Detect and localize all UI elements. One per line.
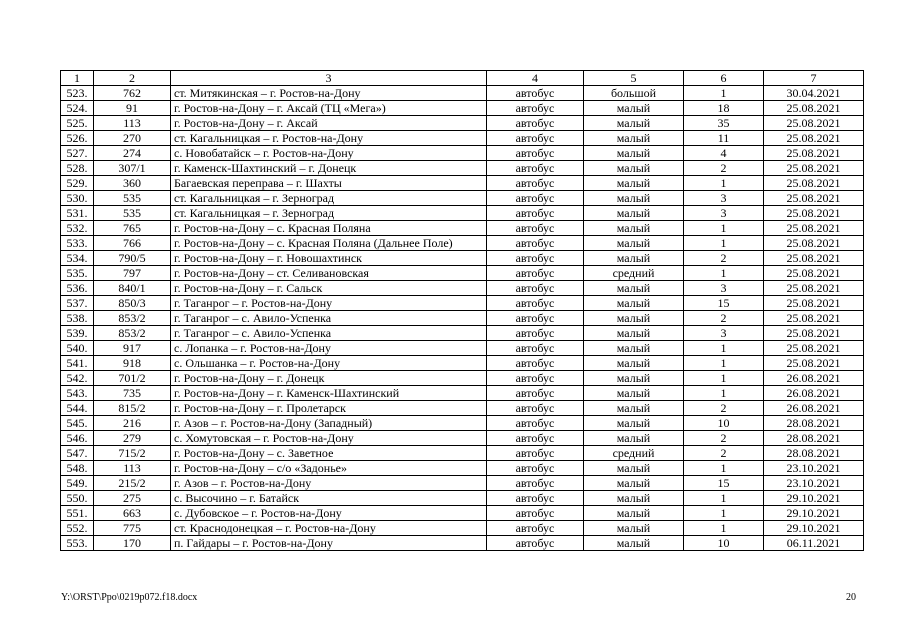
route-name-cell: г. Ростов-на-Дону – г. Новошахтинск [171, 251, 487, 266]
table-row [61, 116, 864, 131]
route-number-cell: 216 [94, 416, 171, 431]
vehicle-class-cell: малый [584, 491, 684, 506]
vehicle-class-cell: большой [584, 86, 684, 101]
route-name-cell: с. Ольшанка – г. Ростов-на-Дону [171, 356, 487, 371]
vehicle-type-cell: автобус [487, 206, 584, 221]
table-row [61, 191, 864, 206]
route-number-cell: 797 [94, 266, 171, 281]
vehicle-class-cell: малый [584, 326, 684, 341]
vehicle-class-cell: малый [584, 476, 684, 491]
vehicle-class-cell: малый [584, 146, 684, 161]
vehicle-type-cell: автобус [487, 146, 584, 161]
table-row [61, 206, 864, 221]
table-row [61, 161, 864, 176]
vehicle-count-cell: 2 [684, 251, 764, 266]
route-name-cell: с. Новобатайск – г. Ростов-на-Дону [171, 146, 487, 161]
vehicle-type-cell: автобус [487, 296, 584, 311]
row-number-cell: 529. [61, 176, 94, 191]
date-cell: 25.08.2021 [764, 221, 864, 236]
date-cell: 23.10.2021 [764, 461, 864, 476]
header-cell-2: 2 [94, 71, 171, 86]
vehicle-type-cell: автобус [487, 161, 584, 176]
route-name-cell: ст. Митякинская – г. Ростов-на-Дону [171, 86, 487, 101]
header-cell-4: 4 [487, 71, 584, 86]
vehicle-type-cell: автобус [487, 101, 584, 116]
vehicle-count-cell: 1 [684, 506, 764, 521]
route-name-cell: с. Лопанка – г. Ростов-на-Дону [171, 341, 487, 356]
date-cell: 25.08.2021 [764, 146, 864, 161]
vehicle-type-cell: автобус [487, 86, 584, 101]
route-number-cell: 765 [94, 221, 171, 236]
route-number-cell: 215/2 [94, 476, 171, 491]
row-number-cell: 547. [61, 446, 94, 461]
route-name-cell: г. Ростов-на-Дону – с. Красная Поляна [171, 221, 487, 236]
vehicle-count-cell: 1 [684, 266, 764, 281]
row-number-cell: 552. [61, 521, 94, 536]
vehicle-type-cell: автобус [487, 536, 584, 551]
route-number-cell: 853/2 [94, 326, 171, 341]
vehicle-class-cell: малый [584, 221, 684, 236]
date-cell: 25.08.2021 [764, 161, 864, 176]
vehicle-class-cell: малый [584, 431, 684, 446]
row-number-cell: 542. [61, 371, 94, 386]
route-number-cell: 275 [94, 491, 171, 506]
route-number-cell: 91 [94, 101, 171, 116]
row-number-cell: 524. [61, 101, 94, 116]
table-row [61, 431, 864, 446]
route-name-cell: г. Ростов-на-Дону – г. Каменск-Шахтинский [171, 386, 487, 401]
route-number-cell: 762 [94, 86, 171, 101]
route-number-cell: 279 [94, 431, 171, 446]
vehicle-class-cell: малый [584, 461, 684, 476]
header-cell-3: 3 [171, 71, 487, 86]
vehicle-count-cell: 15 [684, 296, 764, 311]
table-row [61, 461, 864, 476]
vehicle-count-cell: 1 [684, 221, 764, 236]
vehicle-type-cell: автобус [487, 491, 584, 506]
route-name-cell: г. Азов – г. Ростов-на-Дону [171, 476, 487, 491]
route-number-cell: 918 [94, 356, 171, 371]
route-name-cell: п. Гайдары – г. Ростов-на-Дону [171, 536, 487, 551]
row-number-cell: 523. [61, 86, 94, 101]
route-name-cell: ст. Кагальницкая – г. Зерноград [171, 206, 487, 221]
vehicle-count-cell: 2 [684, 161, 764, 176]
route-number-cell: 170 [94, 536, 171, 551]
vehicle-count-cell: 1 [684, 491, 764, 506]
date-cell: 25.08.2021 [764, 326, 864, 341]
route-name-cell: г. Ростов-на-Дону – с/о «Задонье» [171, 461, 487, 476]
route-name-cell: г. Азов – г. Ростов-на-Дону (Западный) [171, 416, 487, 431]
table-row [61, 176, 864, 191]
vehicle-type-cell: автобус [487, 461, 584, 476]
table-row [61, 506, 864, 521]
table-row [61, 131, 864, 146]
route-name-cell: ст. Кагальницкая – г. Зерноград [171, 191, 487, 206]
date-cell: 25.08.2021 [764, 281, 864, 296]
vehicle-class-cell: малый [584, 521, 684, 536]
vehicle-count-cell: 1 [684, 341, 764, 356]
vehicle-type-cell: автобус [487, 266, 584, 281]
vehicle-class-cell: малый [584, 401, 684, 416]
vehicle-type-cell: автобус [487, 281, 584, 296]
row-number-cell: 525. [61, 116, 94, 131]
row-number-cell: 538. [61, 311, 94, 326]
route-name-cell: г. Ростов-на-Дону – г. Аксай [171, 116, 487, 131]
vehicle-type-cell: автобус [487, 431, 584, 446]
date-cell: 28.08.2021 [764, 416, 864, 431]
row-number-cell: 549. [61, 476, 94, 491]
table-row [61, 86, 864, 101]
route-name-cell: г. Таганрог – г. Ростов-на-Дону [171, 296, 487, 311]
row-number-cell: 527. [61, 146, 94, 161]
route-number-cell: 735 [94, 386, 171, 401]
row-number-cell: 551. [61, 506, 94, 521]
header-cell-7: 7 [764, 71, 864, 86]
route-number-cell: 766 [94, 236, 171, 251]
route-number-cell: 790/5 [94, 251, 171, 266]
table-row [61, 476, 864, 491]
vehicle-class-cell: малый [584, 311, 684, 326]
route-name-cell: г. Ростов-на-Дону – г. Донецк [171, 371, 487, 386]
vehicle-count-cell: 1 [684, 176, 764, 191]
table-row [61, 401, 864, 416]
vehicle-class-cell: средний [584, 266, 684, 281]
route-name-cell: г. Ростов-на-Дону – г. Сальск [171, 281, 487, 296]
vehicle-count-cell: 35 [684, 116, 764, 131]
date-cell: 25.08.2021 [764, 356, 864, 371]
route-name-cell: г. Таганрог – с. Авило-Успенка [171, 326, 487, 341]
date-cell: 25.08.2021 [764, 191, 864, 206]
header-cell-5: 5 [584, 71, 684, 86]
vehicle-class-cell: малый [584, 416, 684, 431]
route-name-cell: Багаевская переправа – г. Шахты [171, 176, 487, 191]
vehicle-count-cell: 1 [684, 521, 764, 536]
route-number-cell: 663 [94, 506, 171, 521]
row-number-cell: 533. [61, 236, 94, 251]
row-number-cell: 536. [61, 281, 94, 296]
header-cell-1: 1 [61, 71, 94, 86]
date-cell: 28.08.2021 [764, 446, 864, 461]
vehicle-count-cell: 3 [684, 206, 764, 221]
vehicle-class-cell: малый [584, 101, 684, 116]
vehicle-count-cell: 11 [684, 131, 764, 146]
row-number-cell: 544. [61, 401, 94, 416]
route-name-cell: ст. Кагальницкая – г. Ростов-на-Дону [171, 131, 487, 146]
header-cell-6: 6 [684, 71, 764, 86]
table-header-row [61, 71, 864, 86]
route-number-cell: 715/2 [94, 446, 171, 461]
route-name-cell: г. Ростов-на-Дону – г. Пролетарск [171, 401, 487, 416]
vehicle-count-cell: 1 [684, 236, 764, 251]
date-cell: 26.08.2021 [764, 401, 864, 416]
vehicle-type-cell: автобус [487, 386, 584, 401]
date-cell: 25.08.2021 [764, 251, 864, 266]
table-row [61, 311, 864, 326]
row-number-cell: 540. [61, 341, 94, 356]
row-number-cell: 548. [61, 461, 94, 476]
table-row [61, 326, 864, 341]
row-number-cell: 537. [61, 296, 94, 311]
row-number-cell: 545. [61, 416, 94, 431]
route-number-cell: 113 [94, 461, 171, 476]
date-cell: 23.10.2021 [764, 476, 864, 491]
date-cell: 26.08.2021 [764, 386, 864, 401]
vehicle-count-cell: 2 [684, 311, 764, 326]
route-number-cell: 815/2 [94, 401, 171, 416]
table-row [61, 221, 864, 236]
date-cell: 25.08.2021 [764, 311, 864, 326]
route-number-cell: 850/3 [94, 296, 171, 311]
row-number-cell: 531. [61, 206, 94, 221]
date-cell: 26.08.2021 [764, 371, 864, 386]
table-row [61, 236, 864, 251]
table-body [61, 86, 864, 551]
date-cell: 25.08.2021 [764, 131, 864, 146]
date-cell: 25.08.2021 [764, 236, 864, 251]
vehicle-class-cell: малый [584, 131, 684, 146]
vehicle-class-cell: малый [584, 191, 684, 206]
vehicle-class-cell: малый [584, 356, 684, 371]
table-row [61, 266, 864, 281]
route-number-cell: 270 [94, 131, 171, 146]
vehicle-class-cell: малый [584, 371, 684, 386]
row-number-cell: 543. [61, 386, 94, 401]
route-number-cell: 917 [94, 341, 171, 356]
table-row [61, 341, 864, 356]
vehicle-count-cell: 15 [684, 476, 764, 491]
vehicle-type-cell: автобус [487, 521, 584, 536]
table-row [61, 536, 864, 551]
vehicle-class-cell: малый [584, 176, 684, 191]
footer-file-path: Y:\ORST\Ppo\0219p072.f18.docx [61, 592, 198, 603]
vehicle-count-cell: 4 [684, 146, 764, 161]
vehicle-type-cell: автобус [487, 191, 584, 206]
row-number-cell: 550. [61, 491, 94, 506]
vehicle-class-cell: малый [584, 161, 684, 176]
table-row [61, 386, 864, 401]
vehicle-type-cell: автобус [487, 251, 584, 266]
vehicle-class-cell: малый [584, 206, 684, 221]
vehicle-count-cell: 1 [684, 86, 764, 101]
vehicle-count-cell: 3 [684, 326, 764, 341]
route-number-cell: 274 [94, 146, 171, 161]
vehicle-type-cell: автобус [487, 236, 584, 251]
route-number-cell: 535 [94, 191, 171, 206]
vehicle-type-cell: автобус [487, 116, 584, 131]
date-cell: 25.08.2021 [764, 266, 864, 281]
row-number-cell: 526. [61, 131, 94, 146]
table-row [61, 251, 864, 266]
vehicle-type-cell: автобус [487, 401, 584, 416]
route-number-cell: 775 [94, 521, 171, 536]
vehicle-type-cell: автобус [487, 356, 584, 371]
route-number-cell: 360 [94, 176, 171, 191]
vehicle-type-cell: автобус [487, 326, 584, 341]
vehicle-type-cell: автобус [487, 311, 584, 326]
table-row [61, 491, 864, 506]
route-number-cell: 307/1 [94, 161, 171, 176]
vehicle-class-cell: малый [584, 281, 684, 296]
route-name-cell: г. Ростов-на-Дону – ст. Селивановская [171, 266, 487, 281]
vehicle-count-cell: 10 [684, 536, 764, 551]
vehicle-class-cell: малый [584, 386, 684, 401]
vehicle-count-cell: 3 [684, 191, 764, 206]
vehicle-count-cell: 1 [684, 386, 764, 401]
vehicle-class-cell: малый [584, 251, 684, 266]
row-number-cell: 546. [61, 431, 94, 446]
vehicle-type-cell: автобус [487, 176, 584, 191]
table-row [61, 446, 864, 461]
vehicle-class-cell: малый [584, 506, 684, 521]
vehicle-type-cell: автобус [487, 416, 584, 431]
vehicle-type-cell: автобус [487, 221, 584, 236]
routes-table [60, 70, 864, 551]
row-number-cell: 539. [61, 326, 94, 341]
route-number-cell: 853/2 [94, 311, 171, 326]
row-number-cell: 530. [61, 191, 94, 206]
route-name-cell: г. Ростов-на-Дону – с. Красная Поляна (Дальнее Поле) [171, 236, 487, 251]
date-cell: 25.08.2021 [764, 296, 864, 311]
vehicle-count-cell: 1 [684, 371, 764, 386]
row-number-cell: 534. [61, 251, 94, 266]
date-cell: 25.08.2021 [764, 101, 864, 116]
date-cell: 25.08.2021 [764, 206, 864, 221]
table-row [61, 521, 864, 536]
vehicle-count-cell: 18 [684, 101, 764, 116]
table-row [61, 146, 864, 161]
vehicle-class-cell: малый [584, 236, 684, 251]
vehicle-type-cell: автобус [487, 341, 584, 356]
route-name-cell: ст. Краснодонецкая – г. Ростов-на-Дону [171, 521, 487, 536]
vehicle-type-cell: автобус [487, 371, 584, 386]
route-number-cell: 113 [94, 116, 171, 131]
row-number-cell: 528. [61, 161, 94, 176]
vehicle-count-cell: 2 [684, 401, 764, 416]
vehicle-class-cell: малый [584, 116, 684, 131]
vehicle-type-cell: автобус [487, 131, 584, 146]
table-row [61, 416, 864, 431]
vehicle-class-cell: малый [584, 536, 684, 551]
vehicle-count-cell: 2 [684, 446, 764, 461]
vehicle-class-cell: малый [584, 341, 684, 356]
page-number: 20 [846, 592, 856, 603]
route-name-cell: г. Таганрог – с. Авило-Успенка [171, 311, 487, 326]
vehicle-count-cell: 1 [684, 461, 764, 476]
vehicle-count-cell: 10 [684, 416, 764, 431]
vehicle-type-cell: автобус [487, 446, 584, 461]
vehicle-count-cell: 3 [684, 281, 764, 296]
route-name-cell: с. Хомутовская – г. Ростов-на-Дону [171, 431, 487, 446]
table-row [61, 371, 864, 386]
route-name-cell: г. Каменск-Шахтинский – г. Донецк [171, 161, 487, 176]
date-cell: 25.08.2021 [764, 116, 864, 131]
row-number-cell: 553. [61, 536, 94, 551]
route-name-cell: г. Ростов-на-Дону – с. Заветное [171, 446, 487, 461]
date-cell: 25.08.2021 [764, 176, 864, 191]
vehicle-type-cell: автобус [487, 506, 584, 521]
date-cell: 28.08.2021 [764, 431, 864, 446]
vehicle-class-cell: малый [584, 296, 684, 311]
route-name-cell: с. Высочино – г. Батайск [171, 491, 487, 506]
date-cell: 25.08.2021 [764, 341, 864, 356]
table-row [61, 281, 864, 296]
vehicle-count-cell: 1 [684, 356, 764, 371]
vehicle-count-cell: 2 [684, 431, 764, 446]
date-cell: 29.10.2021 [764, 506, 864, 521]
date-cell: 30.04.2021 [764, 86, 864, 101]
date-cell: 06.11.2021 [764, 536, 864, 551]
row-number-cell: 541. [61, 356, 94, 371]
route-number-cell: 840/1 [94, 281, 171, 296]
table-row [61, 296, 864, 311]
route-number-cell: 535 [94, 206, 171, 221]
date-cell: 29.10.2021 [764, 521, 864, 536]
route-name-cell: г. Ростов-на-Дону – г. Аксай (ТЦ «Мега») [171, 101, 487, 116]
date-cell: 29.10.2021 [764, 491, 864, 506]
table-row [61, 101, 864, 116]
table-row [61, 356, 864, 371]
row-number-cell: 535. [61, 266, 94, 281]
vehicle-class-cell: средний [584, 446, 684, 461]
route-number-cell: 701/2 [94, 371, 171, 386]
row-number-cell: 532. [61, 221, 94, 236]
vehicle-type-cell: автобус [487, 476, 584, 491]
route-name-cell: с. Дубовское – г. Ростов-на-Дону [171, 506, 487, 521]
